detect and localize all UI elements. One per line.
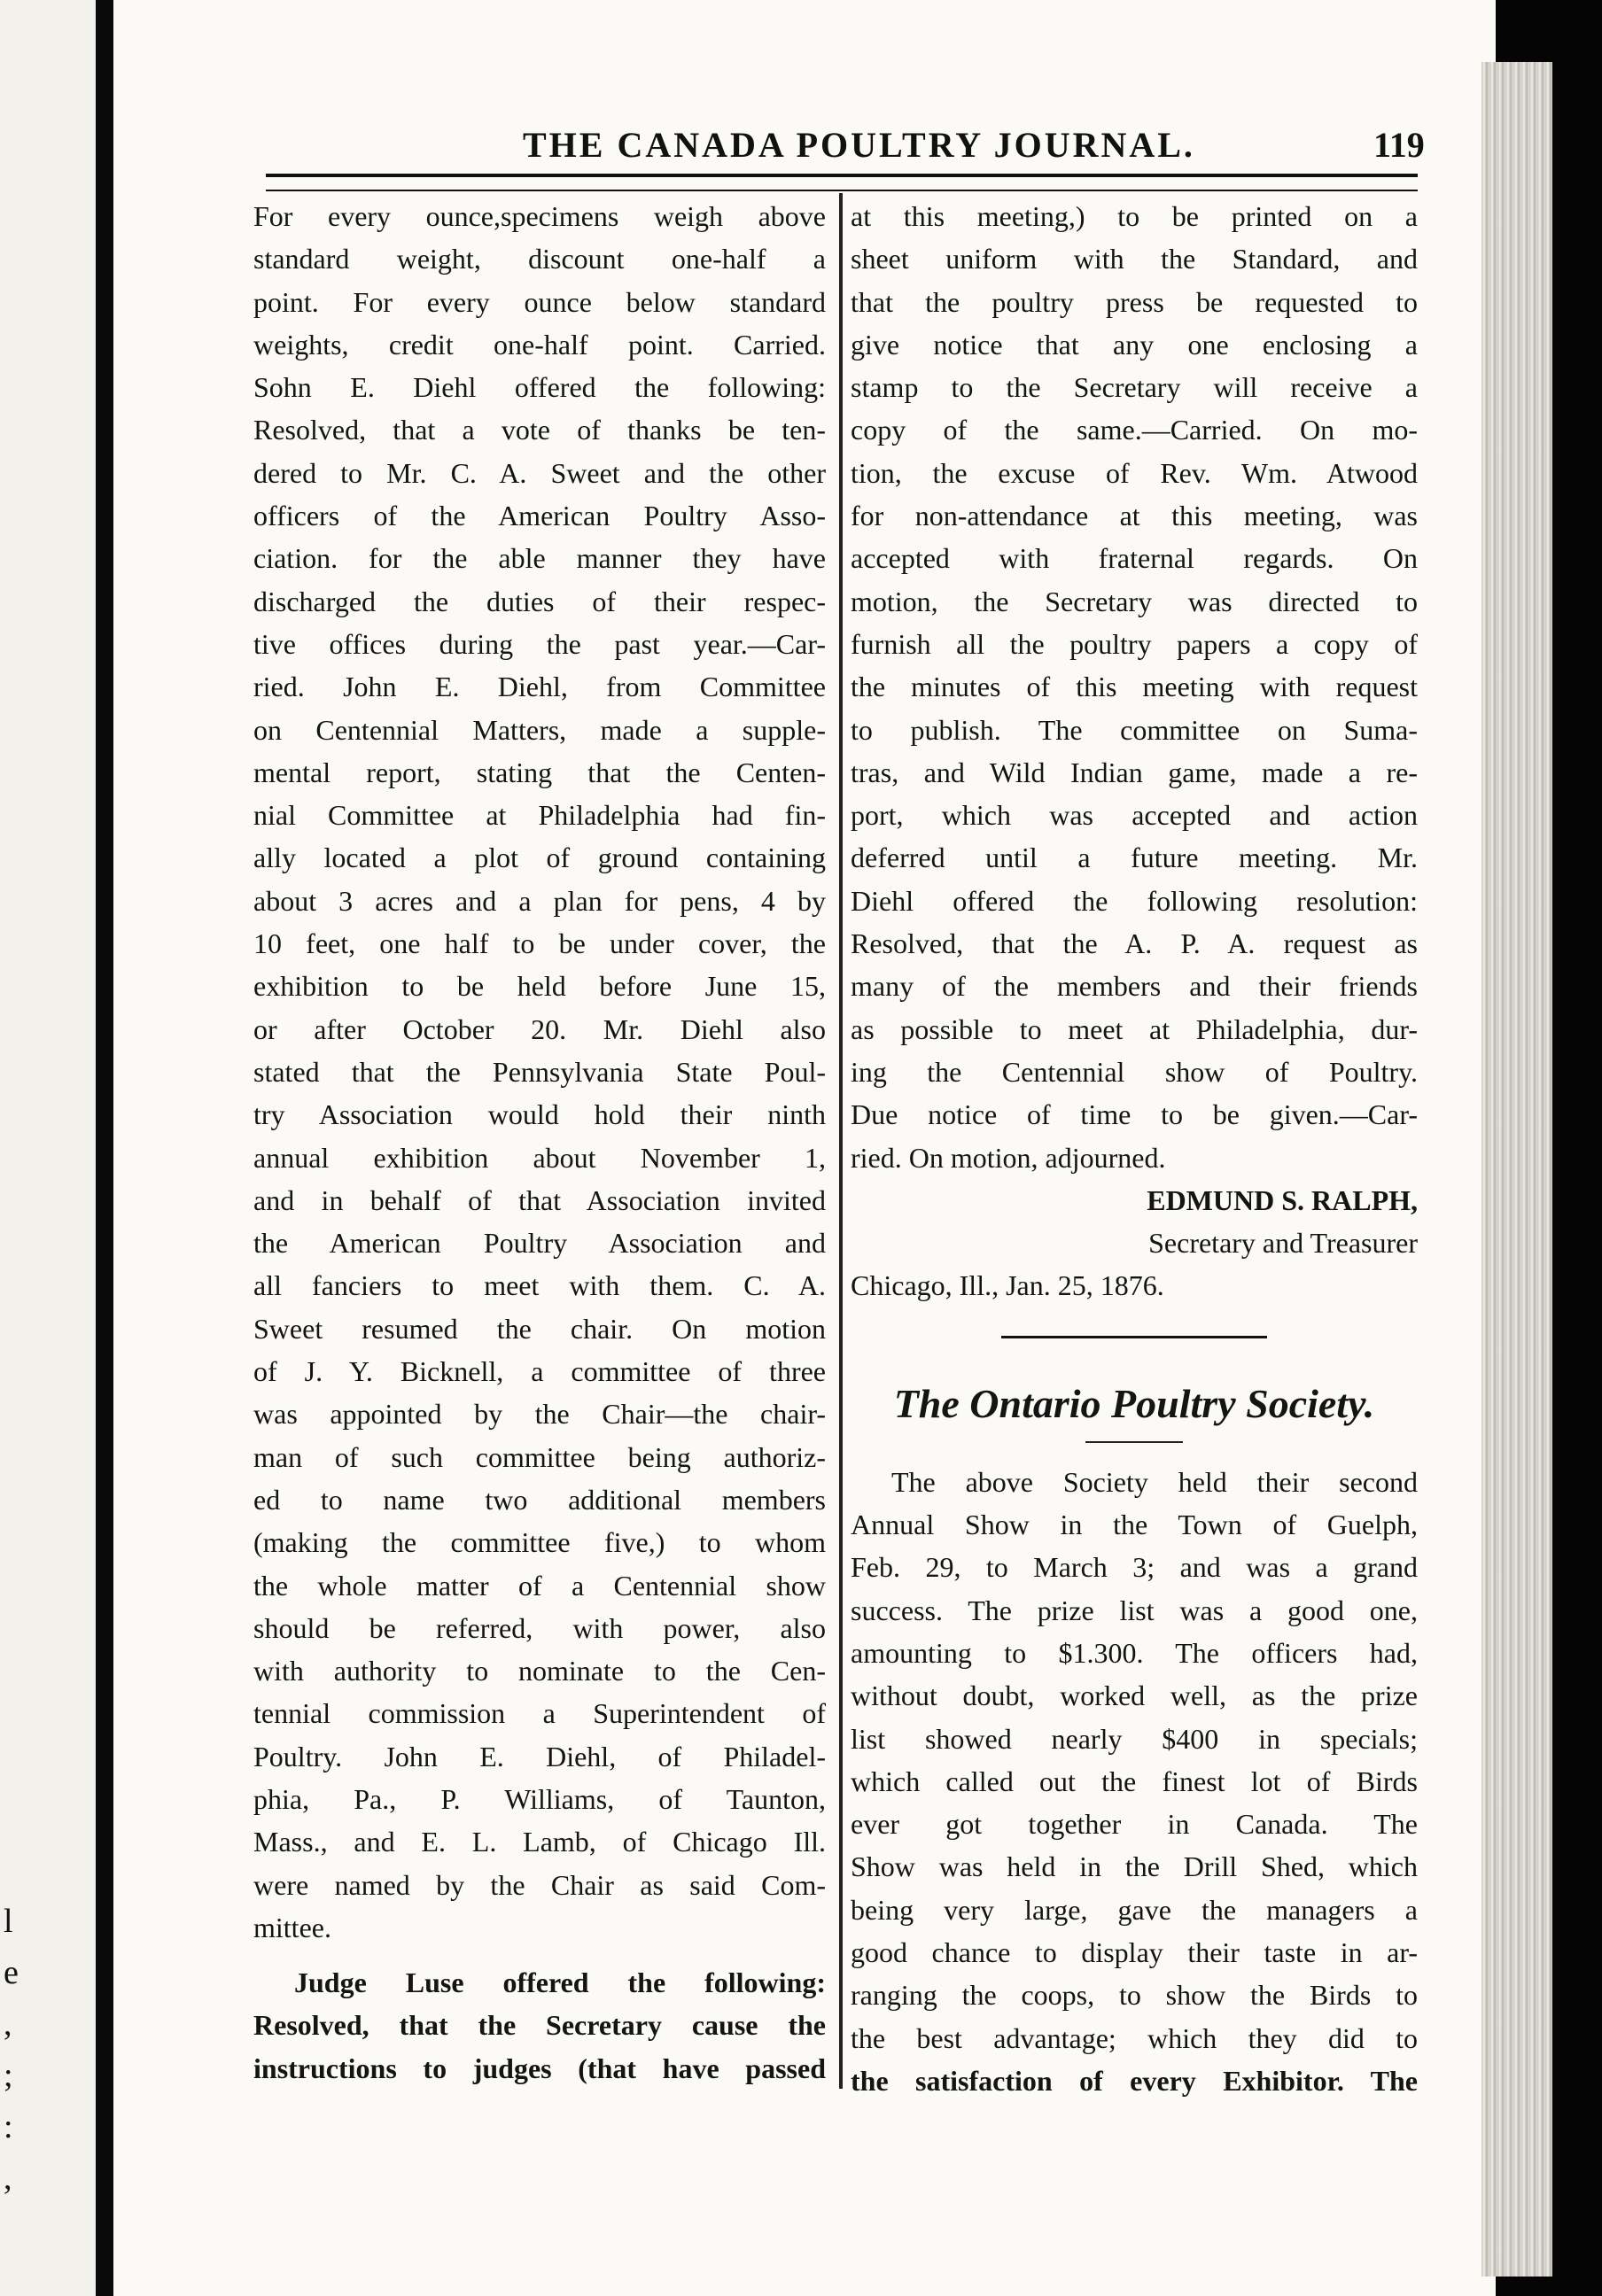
text-line: port, which was accepted and action — [851, 799, 1418, 832]
text-line: about 3 acres and a plan for pens, 4 by — [253, 884, 826, 917]
text-line: The above Society held their second — [891, 1465, 1418, 1498]
text-line: the American Poultry Association and — [253, 1227, 826, 1260]
text-line: Annual Show in the Town of Guelph, — [851, 1509, 1418, 1541]
text-line: Sohn E. Diehl offered the following: — [253, 371, 826, 404]
text-line: the best advantage; which they did to — [851, 2021, 1418, 2054]
text-line: deferred until a future meeting. Mr. — [851, 842, 1418, 874]
text-line: standard weight, discount one-half a — [253, 243, 826, 275]
page-number: 119 — [1373, 125, 1425, 165]
text-line: were named by the Chair as said Com- — [253, 1868, 826, 1901]
text-line: accepted with fraternal regards. On — [851, 542, 1418, 575]
text-line: For every ounce,specimens weigh above — [253, 200, 826, 232]
text-line: nial Committee at Philadelphia had fin- — [253, 799, 826, 832]
text-line: without doubt, worked well, as the prize — [851, 1679, 1418, 1712]
facing-page-margin-marks — [4, 1896, 39, 2204]
text-line: copy of the same.—Carried. On mo- — [851, 414, 1418, 446]
text-line: tras, and Wild Indian game, made a re- — [851, 756, 1418, 788]
text-line: many of the members and their friends — [851, 970, 1418, 1003]
text-line: tive offices during the past year.—Car- — [253, 627, 826, 660]
text-line: ing the Centennial show of Poultry. — [851, 1055, 1418, 1088]
page-block-edge — [1481, 62, 1552, 2277]
text-line: to publish. The committee on Suma- — [851, 713, 1418, 746]
text-line: ried. John E. Diehl, from Committee — [253, 671, 826, 703]
text-line: Judge Luse offered the following: — [294, 1966, 826, 1999]
text-line: the minutes of this meeting with request — [851, 671, 1418, 703]
text-line: motion, the Secretary was directed to — [851, 585, 1418, 617]
text-line: weights, credit one-half point. Carried. — [253, 328, 826, 361]
margin-mark: , — [4, 2005, 12, 2043]
text-line: ed to name two additional members — [253, 1483, 826, 1516]
text-line: Resolved, that the A. P. A. request as — [851, 927, 1418, 960]
text-line: stated that the Pennsylvania State Poul- — [253, 1055, 826, 1088]
text-line: Resolved, that a vote of thanks be ten- — [253, 414, 826, 446]
text-line: ally located a plot of ground containing — [253, 842, 826, 874]
text-line: stamp to the Secretary will receive a — [851, 371, 1418, 404]
text-line: try Association would hold their ninth — [253, 1098, 826, 1131]
text-line: ever got together in Canada. The — [851, 1808, 1418, 1841]
signature: EDMUND S. RALPH, — [1147, 1183, 1418, 1216]
text-line: furnish all the poultry papers a copy of — [851, 627, 1418, 660]
text-line: as possible to meet at Philadelphia, dur- — [851, 1012, 1418, 1045]
signature-title: Secretary and Treasurer — [1148, 1227, 1418, 1260]
margin-mark: ; — [4, 2057, 13, 2094]
text-line: of J. Y. Bicknell, a committee of three — [253, 1355, 826, 1388]
text-line: Poultry. John E. Diehl, of Philadel- — [253, 1740, 826, 1772]
text-line: ried. On motion, adjourned. — [851, 1141, 1166, 1174]
text-line: amounting to $1.300. The officers had, — [851, 1636, 1418, 1669]
right-column — [851, 195, 1418, 2099]
book-gutter — [96, 0, 113, 2296]
text-line: mittee. — [253, 1911, 331, 1943]
text-line: which called out the finest lot of Birds — [851, 1765, 1418, 1797]
text-line: all fanciers to meet with them. C. A. — [253, 1269, 826, 1302]
text-line: for non-attendance at this meeting, was — [851, 500, 1418, 532]
header-double-rule — [266, 174, 1418, 191]
text-line: discharged the duties of their respec- — [253, 585, 826, 617]
text-line: annual exhibition about November 1, — [253, 1141, 826, 1174]
margin-mark: l — [4, 1903, 13, 1940]
article-title: The Ontario Poultry Society. — [893, 1380, 1375, 1426]
text-line: Show was held in the Drill Shed, which — [851, 1850, 1418, 1883]
text-line: that the poultry press be requested to — [851, 285, 1418, 318]
running-title: THE CANADA POULTRY JOURNAL. — [523, 125, 1195, 165]
text-line: and in behalf of that Association invited — [253, 1183, 826, 1216]
text-line: Sweet resumed the chair. On motion — [253, 1312, 826, 1345]
text-line: ciation. for the able manner they have — [253, 542, 826, 575]
text-line: dered to Mr. C. A. Sweet and the other — [253, 456, 826, 489]
text-line: Resolved, that the Secretary cause the — [253, 2009, 826, 2042]
text-line: on Centennial Matters, made a supple- — [253, 713, 826, 746]
text-line: success. The prize list was a good one, — [851, 1594, 1418, 1626]
text-line: exhibition to be held before June 15, — [253, 970, 826, 1003]
dateline: Chicago, Ill., Jan. 25, 1876. — [851, 1269, 1164, 1302]
column-divider — [839, 193, 843, 2089]
text-line: give notice that any one enclosing a — [851, 328, 1418, 361]
text-line: ranging the coops, to show the Birds to — [851, 1979, 1418, 2012]
text-line: should be referred, with power, also — [253, 1611, 826, 1644]
text-line: list showed nearly $400 in specials; — [851, 1722, 1418, 1755]
text-line: sheet uniform with the Standard, and — [851, 243, 1418, 275]
running-header — [523, 124, 1425, 168]
text-line: the satisfaction of every Exhibitor. The — [851, 2064, 1418, 2097]
section-rule — [1001, 1336, 1267, 1338]
text-line: instructions to judges (that have passed — [253, 2052, 826, 2084]
title-rule — [1085, 1441, 1183, 1443]
text-line: point. For every ounce below standard — [253, 285, 826, 318]
text-line: (making the committee five,) to whom — [253, 1526, 826, 1559]
text-line: with authority to nominate to the Cen- — [253, 1655, 826, 1687]
text-line: tennial commission a Superintendent of — [253, 1697, 826, 1730]
text-line: being very large, gave the managers a — [851, 1893, 1418, 1926]
left-column — [253, 195, 826, 2099]
text-line: Feb. 29, to March 3; and was a grand — [851, 1551, 1418, 1584]
text-line: at this meeting,) to be printed on a — [851, 200, 1418, 232]
text-line: man of such committee being authoriz- — [253, 1440, 826, 1473]
text-line: mental report, stating that the Centen- — [253, 756, 826, 788]
margin-mark: : — [4, 2108, 13, 2145]
margin-mark: e — [4, 1954, 19, 1991]
text-line: officers of the American Poultry Asso- — [253, 500, 826, 532]
text-line: Due notice of time to be given.—Car- — [851, 1098, 1418, 1131]
text-line: or after October 20. Mr. Diehl also — [253, 1012, 826, 1045]
text-line: 10 feet, one half to be under cover, the — [253, 927, 826, 960]
text-line: Mass., and E. L. Lamb, of Chicago Ill. — [253, 1826, 826, 1858]
text-line: phia, Pa., P. Williams, of Taunton, — [253, 1782, 826, 1815]
text-line: good chance to display their taste in ar- — [851, 1935, 1418, 1968]
text-line: the whole matter of a Centennial show — [253, 1569, 826, 1602]
text-line: tion, the excuse of Rev. Wm. Atwood — [851, 456, 1418, 489]
margin-mark: , — [4, 2160, 12, 2197]
text-line: Diehl offered the following resolution: — [851, 884, 1418, 917]
text-line: was appointed by the Chair—the chair- — [253, 1398, 826, 1431]
